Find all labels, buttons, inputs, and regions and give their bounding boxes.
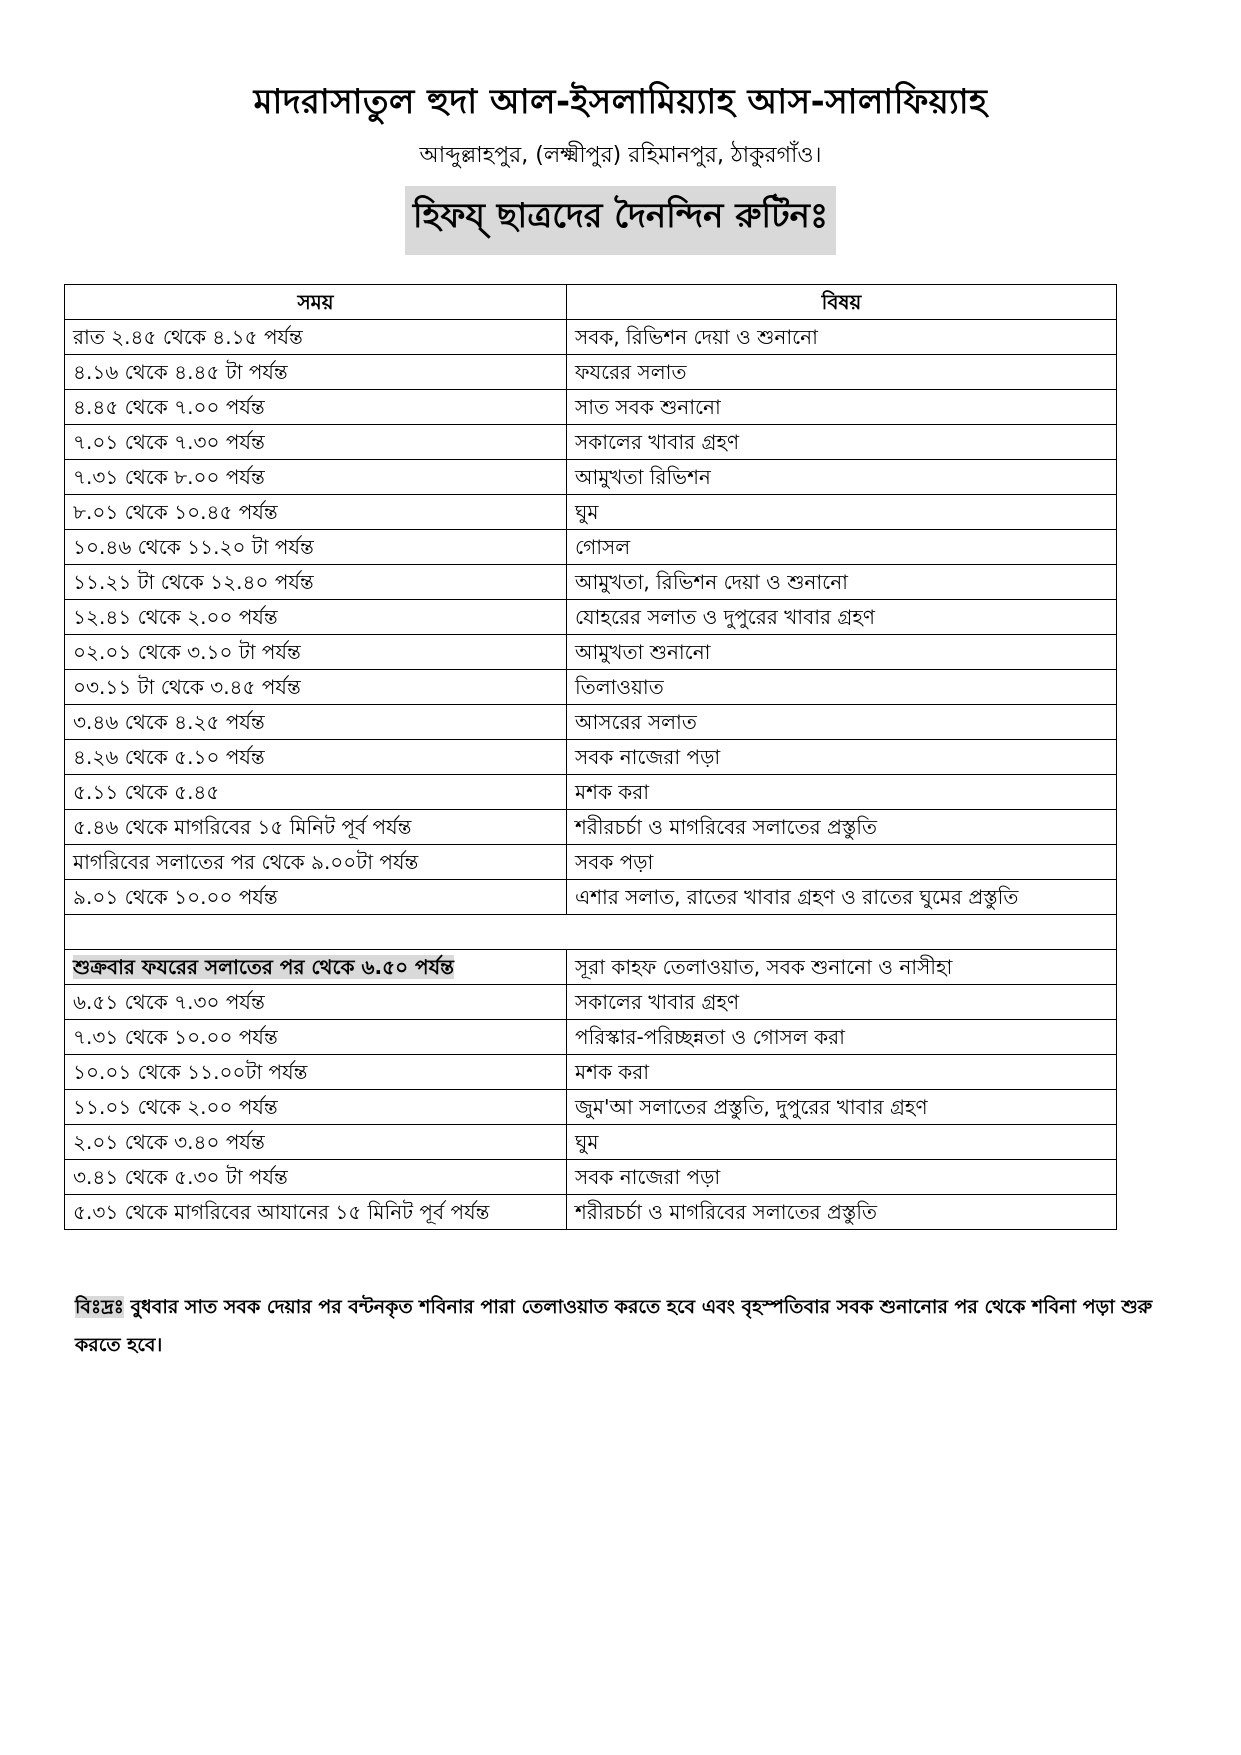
institution-address: আব্দুল্লাহপুর, (লক্ষ্মীপুর) রহিমানপুর, ঠাকুরগাঁও। bbox=[419, 143, 822, 168]
blank-separator-row bbox=[65, 915, 1117, 950]
subject-cell: জুম'আ সলাতের প্রস্তুতি, দুপুরের খাবার গ্রহণ bbox=[567, 1090, 1117, 1125]
time-cell: ৭.০১ থেকে ৭.৩০ পর্যন্ত bbox=[65, 425, 567, 460]
subject-cell: মশক করা bbox=[567, 775, 1117, 810]
time-cell: ১০.৪৬ থেকে ১১.২০ টা পর্যন্ত bbox=[65, 530, 567, 565]
time-cell: ৭.৩১ থেকে ১০.০০ পর্যন্ত bbox=[65, 1020, 567, 1055]
header-subject: বিষয় bbox=[567, 285, 1117, 320]
table-row bbox=[65, 530, 1117, 565]
subject-cell: যোহরের সলাত ও দুপুরের খাবার গ্রহণ bbox=[567, 600, 1117, 635]
subject-cell: সবক নাজেরা পড়া bbox=[567, 1160, 1117, 1195]
time-cell: ১১.০১ থেকে ২.০০ পর্যন্ত bbox=[65, 1090, 567, 1125]
time-cell: ৮.০১ থেকে ১০.৪৫ পর্যন্ত bbox=[65, 495, 567, 530]
subject-cell: তিলাওয়াত bbox=[567, 670, 1117, 705]
subject-cell: আমুখতা শুনানো bbox=[567, 635, 1117, 670]
routine-title-wrap bbox=[0, 186, 1241, 255]
time-cell: ৪.১৬ থেকে ৪.৪৫ টা পর্যন্ত bbox=[65, 355, 567, 390]
subject-cell: সবক নাজেরা পড়া bbox=[567, 740, 1117, 775]
subject-cell: শরীরচর্চা ও মাগরিবের সলাতের প্রস্তুতি bbox=[567, 1195, 1117, 1230]
time-cell: ১১.২১ টা থেকে ১২.৪০ পর্যন্ত bbox=[65, 565, 567, 600]
table-row bbox=[65, 670, 1117, 705]
time-cell bbox=[65, 950, 567, 985]
table-row bbox=[65, 635, 1117, 670]
time-cell: ৭.৩১ থেকে ৮.০০ পর্যন্ত bbox=[65, 460, 567, 495]
routine-title: হিফয্ ছাত্রদের দৈনন্দিন রুটিনঃ bbox=[405, 186, 836, 255]
time-cell: ১২.৪১ থেকে ২.০০ পর্যন্ত bbox=[65, 600, 567, 635]
table-row bbox=[65, 845, 1117, 880]
time-cell: মাগরিবের সলাতের পর থেকে ৯.০০টা পর্যন্ত bbox=[65, 845, 567, 880]
subject-cell: আসরের সলাত bbox=[567, 705, 1117, 740]
time-cell: ০৩.১১ টা থেকে ৩.৪৫ পর্যন্ত bbox=[65, 670, 567, 705]
routine-table bbox=[64, 284, 1117, 1230]
subject-cell: সবক পড়া bbox=[567, 845, 1117, 880]
subject-cell: সকালের খাবার গ্রহণ bbox=[567, 985, 1117, 1020]
table-row bbox=[65, 880, 1117, 915]
subject-cell: আমুখতা, রিভিশন দেয়া ও শুনানো bbox=[567, 565, 1117, 600]
time-cell: ২.০১ থেকে ৩.৪০ পর্যন্ত bbox=[65, 1125, 567, 1160]
subject-cell: এশার সলাত, রাতের খাবার গ্রহণ ও রাতের ঘুমের প্রস্তুতি bbox=[567, 880, 1117, 915]
table-row bbox=[65, 355, 1117, 390]
table-row bbox=[65, 565, 1117, 600]
time-cell: ৫.৩১ থেকে মাগরিবের আযানের ১৫ মিনিট পূর্ব পর্যন্ত bbox=[65, 1195, 567, 1230]
time-cell: ৯.০১ থেকে ১০.০০ পর্যন্ত bbox=[65, 880, 567, 915]
subject-cell: আমুখতা রিভিশন bbox=[567, 460, 1117, 495]
subject-cell: সাত সবক শুনানো bbox=[567, 390, 1117, 425]
time-cell: ৪.২৬ থেকে ৫.১০ পর্যন্ত bbox=[65, 740, 567, 775]
time-cell: ৪.৪৫ থেকে ৭.০০ পর্যন্ত bbox=[65, 390, 567, 425]
subject-cell: ঘুম bbox=[567, 495, 1117, 530]
time-cell: রাত ২.৪৫ থেকে ৪.১৫ পর্যন্ত bbox=[65, 320, 567, 355]
routine-table-body bbox=[65, 320, 1117, 1230]
table-row bbox=[65, 390, 1117, 425]
table-row bbox=[65, 705, 1117, 740]
table-row bbox=[65, 810, 1117, 845]
table-row bbox=[65, 1160, 1117, 1195]
institution-name: মাদরাসাতুল হুদা আল-ইসলামিয়্যাহ আস-সালাফিয়্যাহ bbox=[253, 82, 988, 122]
subject-cell: মশক করা bbox=[567, 1055, 1117, 1090]
table-row bbox=[65, 600, 1117, 635]
table-row bbox=[65, 985, 1117, 1020]
table-row bbox=[65, 950, 1117, 985]
table-row bbox=[65, 775, 1117, 810]
table-row bbox=[65, 320, 1117, 355]
table-row bbox=[65, 740, 1117, 775]
time-cell: ৫.১১ থেকে ৫.৪৫ bbox=[65, 775, 567, 810]
table-row bbox=[65, 1055, 1117, 1090]
blank-cell bbox=[65, 915, 1117, 950]
table-row bbox=[65, 1195, 1117, 1230]
subject-cell: সবক, রিভিশন দেয়া ও শুনানো bbox=[567, 320, 1117, 355]
note-label: বিঃদ্রঃ bbox=[75, 1296, 124, 1318]
time-cell: ১০.০১ থেকে ১১.০০টা পর্যন্ত bbox=[65, 1055, 567, 1090]
subject-cell: পরিস্কার-পরিচ্ছন্নতা ও গোসল করা bbox=[567, 1020, 1117, 1055]
table-header-row bbox=[65, 285, 1117, 320]
time-cell: ৫.৪৬ থেকে মাগরিবের ১৫ মিনিট পূর্ব পর্যন্ত bbox=[65, 810, 567, 845]
table-row bbox=[65, 460, 1117, 495]
note bbox=[75, 1288, 1165, 1364]
time-cell: ৩.৪৬ থেকে ৪.২৫ পর্যন্ত bbox=[65, 705, 567, 740]
time-cell: ৬.৫১ থেকে ৭.৩০ পর্যন্ত bbox=[65, 985, 567, 1020]
time-cell: ০২.০১ থেকে ৩.১০ টা পর্যন্ত bbox=[65, 635, 567, 670]
friday-heading: শুক্রবার ফযরের সলাতের পর থেকে ৬.৫০ পর্যন্ত bbox=[73, 955, 454, 979]
table-row bbox=[65, 1125, 1117, 1160]
subject-cell: সূরা কাহফ তেলাওয়াত, সবক শুনানো ও নাসীহা bbox=[567, 950, 1117, 985]
table-row bbox=[65, 1090, 1117, 1125]
note-text: বুধবার সাত সবক দেয়ার পর বন্টনকৃত শবিনার পারা তেলাওয়াত করতে হবে এবং বৃহস্পতিবার সবক শুনানোর পর থেকে শবিনা পড়া শুরু করতে হবে। bbox=[75, 1296, 1153, 1356]
time-cell: ৩.৪১ থেকে ৫.৩০ টা পর্যন্ত bbox=[65, 1160, 567, 1195]
table-row bbox=[65, 495, 1117, 530]
table-row bbox=[65, 425, 1117, 460]
subject-cell: শরীরচর্চা ও মাগরিবের সলাতের প্রস্তুতি bbox=[567, 810, 1117, 845]
subject-cell: ঘুম bbox=[567, 1125, 1117, 1160]
subject-cell: সকালের খাবার গ্রহণ bbox=[567, 425, 1117, 460]
subject-cell: ফযরের সলাত bbox=[567, 355, 1117, 390]
table-row bbox=[65, 1020, 1117, 1055]
header-time: সময় bbox=[65, 285, 567, 320]
subject-cell: গোসল bbox=[567, 530, 1117, 565]
